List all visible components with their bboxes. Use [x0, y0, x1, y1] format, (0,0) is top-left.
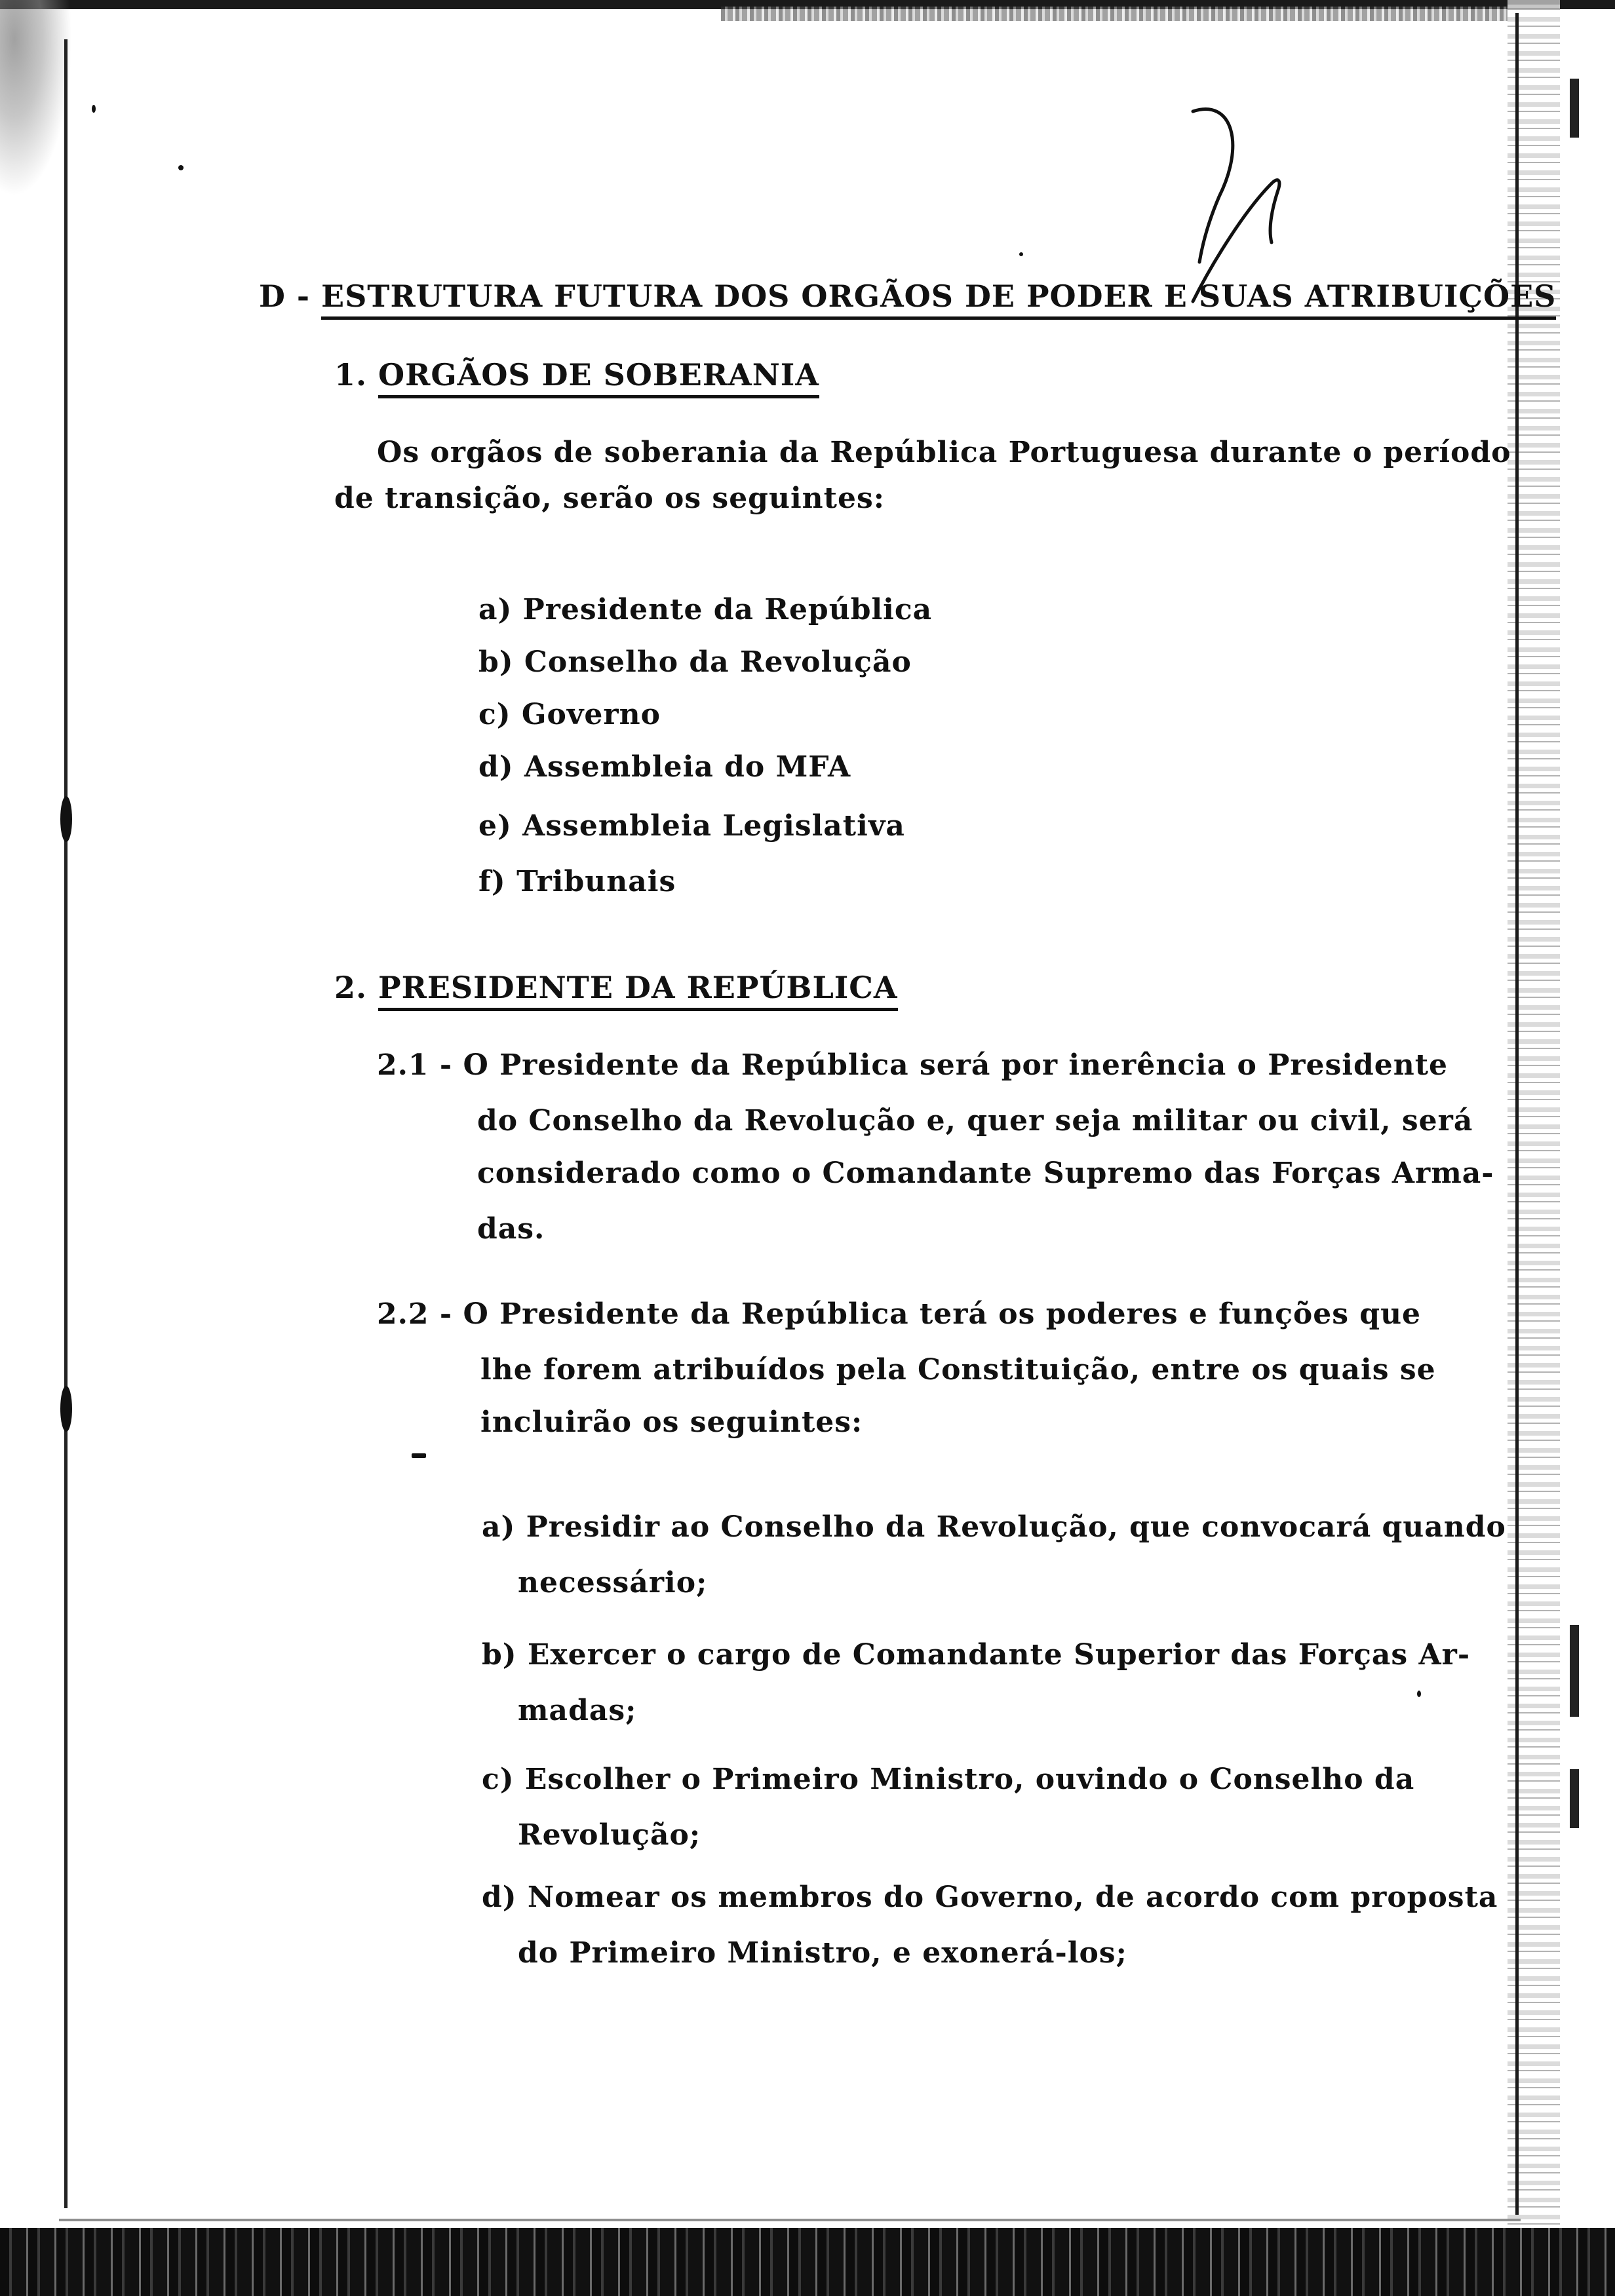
paragraph-line: das. [477, 1212, 545, 1246]
scan-top-noise [721, 7, 1508, 21]
scan-bottom-line [59, 2219, 1521, 2221]
section-letter: D - [259, 278, 310, 314]
list-item: a) Presidente da República [478, 593, 933, 626]
list-item: d) Nomear os membros do Governo, de acordo com proposta [482, 1881, 1498, 1914]
paragraph-line: 2.2 - O Presidente da República terá os poderes e funções que [377, 1297, 1422, 1331]
paragraph-line: 2.1 - O Presidente da República será por inerência o Presidente [377, 1048, 1449, 1082]
ink-speck [412, 1453, 426, 1458]
list-item: c) Escolher o Primeiro Ministro, ouvindo o Conselho da [482, 1763, 1415, 1796]
subsection-number: 2. [334, 970, 368, 1005]
list-item: b) Conselho da Revolução [478, 645, 912, 679]
section-title: ESTRUTURA FUTURA DOS ORGÃOS DE PODER E SUAS ATRIBUIÇÕES [321, 278, 1556, 320]
scan-fragment [1570, 79, 1579, 138]
subsection-number: 1. [334, 357, 368, 392]
list-item-continuation: Revolução; [518, 1818, 701, 1852]
paragraph-line: incluirão os seguintes: [480, 1406, 863, 1439]
scan-fragment [1570, 1625, 1579, 1717]
subsection-2-heading [334, 970, 898, 1005]
list-item-continuation: madas; [518, 1694, 637, 1727]
scan-right-edge [1515, 13, 1519, 2215]
list-item-continuation: necessário; [518, 1566, 708, 1599]
paragraph-line: do Conselho da Revolução e, quer seja militar ou civil, será [477, 1104, 1473, 1138]
list-item: d) Assembleia do MFA [478, 750, 851, 784]
scan-left-edge [64, 39, 68, 2208]
ink-speck [1019, 252, 1023, 256]
list-item: a) Presidir ao Conselho da Revolução, que convocará quando [482, 1510, 1506, 1544]
subsection-title: ORGÃOS DE SOBERANIA [378, 357, 819, 398]
ink-speck [1417, 1691, 1421, 1697]
binder-hole-mark [60, 796, 72, 842]
section-heading [259, 278, 1556, 314]
subsection-title: PRESIDENTE DA REPÚBLICA [378, 970, 898, 1011]
ink-speck [178, 165, 184, 170]
paragraph-line: de transição, serão os seguintes: [334, 482, 885, 515]
scan-fragment [1570, 1769, 1579, 1828]
paragraph-line: considerado como o Comandante Supremo das Forças Arma- [477, 1157, 1494, 1190]
list-item: c) Governo [478, 698, 661, 731]
list-item: f) Tribunais [478, 865, 676, 898]
binder-hole-mark [60, 1386, 72, 1432]
list-item: b) Exercer o cargo de Comandante Superior das Forças Ar- [482, 1638, 1471, 1672]
paragraph-line: lhe forem atribuídos pela Constituição, entre os quais se [480, 1353, 1436, 1387]
scan-bottom-border [0, 2228, 1615, 2296]
subsection-1-heading [334, 357, 819, 392]
list-item-continuation: do Primeiro Ministro, e exonerá-los; [518, 1936, 1127, 1970]
list-item: e) Assembleia Legislativa [478, 809, 905, 843]
scan-corner-noise [0, 0, 72, 197]
paragraph-line: Os orgãos de soberania da República Portuguesa durante o período [377, 436, 1511, 469]
ink-speck [92, 105, 96, 113]
